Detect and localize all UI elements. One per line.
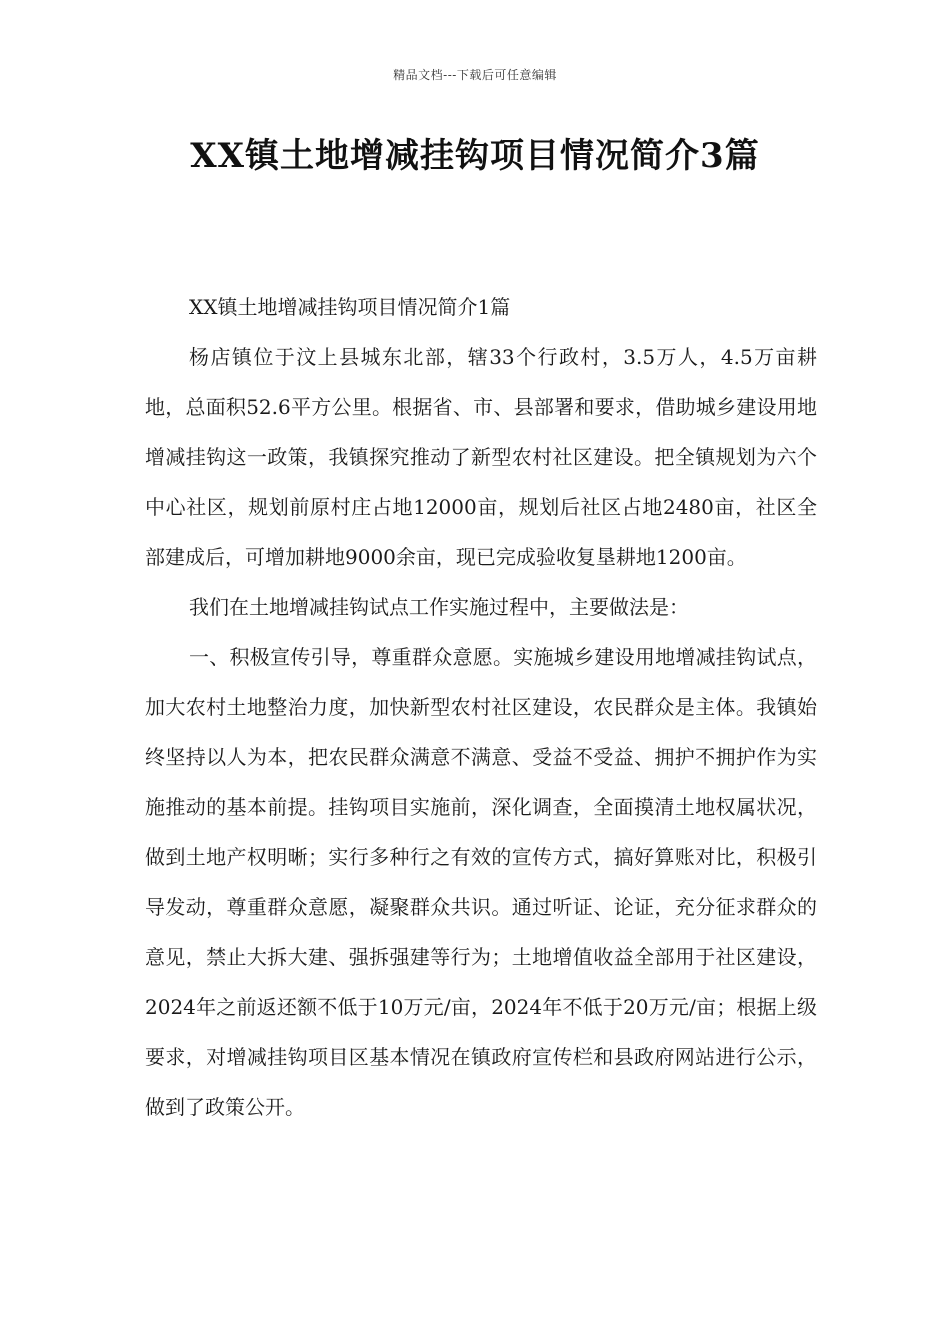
- section-subtitle: XX镇土地增减挂钩项目情况简介1篇: [189, 295, 511, 319]
- header-note: 精品文档---下载后可任意编辑: [393, 68, 557, 82]
- paragraph-intro: 杨店镇位于汶上县城东北部，辖33个行政村，3.5万人，4.5万亩耕地，总面积52.6平方公里。根据省、市、县部署和要求，借助城乡建设用地增减挂钩这一政策，我镇探究推动了新型农村社区建设。把全镇规划为六个中心社区，规划前原村庄占地12000亩，规划后社区占地2480亩，社区全部建成后，可增加耕地9000余亩，现已完成验收复垦耕地1200亩。: [145, 345, 817, 569]
- document-body: [145, 282, 817, 1132]
- paragraph-methods-lead: 我们在土地增减挂钩试点工作实施过程中，主要做法是：: [189, 595, 689, 619]
- paragraph-method-one: 一、积极宣传引导，尊重群众意愿。实施城乡建设用地增减挂钩试点，加大农村土地整治力度，加快新型农村社区建设，农民群众是主体。我镇始终坚持以人为本，把农民群众满意不满意、受益不受益、拥护不拥护作为实施推动的基本前提。挂钩项目实施前，深化调查，全面摸清土地权属状况，做到土地产权明晰；实行多种行之有效的宣传方式，搞好算账对比，积极引导发动，尊重群众意愿，凝聚群众共识。通过听证、论证，充分征求群众的意见，禁止大拆大建、强拆强建等行为；土地增值收益全部用于社区建设，2024年之前返还额不低于10万元/亩，2024年不低于20万元/亩；根据上级要求，对增减挂钩项目区基本情况在镇政府宣传栏和县政府网站进行公示，做到了政策公开。: [145, 645, 817, 1119]
- document-title: XX镇土地增减挂钩项目情况简介3篇: [190, 136, 760, 176]
